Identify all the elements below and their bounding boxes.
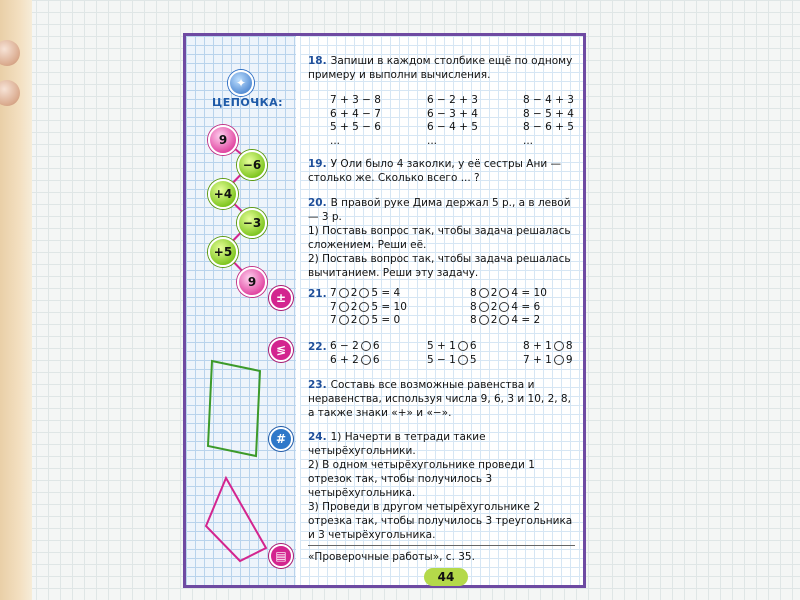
example: 8 − 4 + 3 (523, 94, 574, 106)
decorative-ribbon (0, 0, 32, 600)
task-19 (308, 157, 575, 185)
task-22-comparisons (330, 340, 590, 370)
task-question: 1) Поставь вопрос так, чтобы задача решалась сложением. Реши её. (308, 225, 571, 251)
example: 6 + 4 − 7 (330, 107, 381, 120)
task-number: 18. (308, 55, 327, 67)
task-18 (308, 54, 575, 82)
task-24 (308, 430, 575, 542)
example: 6 − 3 + 4 (427, 107, 478, 120)
equation: 7 2 5 = 0 (330, 314, 401, 326)
page-margin (186, 36, 296, 585)
example: ... (330, 134, 341, 147)
compare-icon: ≶ (269, 338, 293, 362)
bead (0, 40, 20, 66)
chain-icon: ✦ (228, 70, 254, 96)
comparison: 5 + 1 6 (427, 340, 477, 352)
equation: 7 2 5 = 4 (330, 287, 401, 299)
example: ... (523, 134, 534, 147)
task-number: 20. (308, 197, 327, 209)
task-number: 19. (308, 158, 327, 170)
task-text: Запиши в каждом столбике ещё по одному примеру и выполни вычисления. (308, 55, 573, 81)
chain-ball: +5 (208, 237, 238, 267)
comparison: 5 − 1 5 (427, 353, 477, 366)
page-number: 44 (424, 568, 468, 586)
footnote: «Проверочные работы», с. 35. (308, 545, 575, 563)
task-question: 2) Поставь вопрос так, чтобы задача решалась вычитанием. Реши эту задачу. (308, 253, 571, 279)
book-icon: ▤ (269, 544, 293, 568)
quadrilateral-shape-2 (206, 478, 266, 561)
comparison: 6 + 2 6 (330, 353, 380, 366)
example: 6 − 4 + 5 (427, 121, 478, 133)
comparison: 8 + 1 8 (523, 340, 573, 352)
chain-links (186, 36, 296, 591)
task-23 (308, 378, 575, 420)
task-number: 23. (308, 379, 327, 391)
chain-ball: 9 (208, 125, 238, 155)
comparison: 6 − 2 6 (330, 340, 380, 352)
comparison: 7 + 1 9 (523, 353, 573, 366)
task-text: У Оли было 4 заколки, у её сестры Ани — столько же. Сколько всего ... ? (308, 158, 562, 184)
quadrilateral-shape-1 (208, 361, 260, 456)
grid-icon: # (269, 427, 293, 451)
equation: 7 2 5 = 10 (330, 300, 407, 313)
example: 8 − 6 + 5 (523, 121, 574, 133)
example: 7 + 3 − 8 (330, 94, 381, 106)
equation: 8 2 4 = 10 (470, 287, 547, 299)
task-text: 1) Начерти в тетради такие четырёхугольники. (308, 431, 486, 457)
example: ... (427, 134, 438, 147)
example: 6 − 2 + 3 (427, 94, 478, 106)
bead (0, 80, 20, 106)
example: 5 + 5 − 6 (330, 121, 381, 133)
task-part: 3) Проведи в другом четырёхугольнике 2 отрезка так, чтобы получилось 3 треугольника и 3 четырёхугольника. (308, 501, 573, 541)
chain-ball: −6 (237, 150, 267, 180)
task-20 (308, 196, 575, 280)
task-text: В правой руке Дима держал 5 р., а в левой — 3 р. (308, 197, 571, 223)
equation: 8 2 4 = 6 (470, 300, 541, 313)
chain-ball: −3 (237, 208, 267, 238)
task-text: Составь все возможные равенства и неравенства, используя числа 9, 6, 3 и 10, 2, 8, а также знаки «+» и «−». (308, 379, 571, 419)
task-21-equations (330, 287, 590, 331)
task-number: 22. (308, 341, 327, 353)
textbook-page (183, 33, 586, 588)
task-18-examples (330, 94, 610, 150)
page-content (300, 36, 583, 585)
example: 8 − 5 + 4 (523, 107, 574, 120)
chain-ball: +4 (208, 179, 238, 209)
task-part: 2) В одном четырёхугольнике проведи 1 отрезок так, чтобы получилось 3 четырёхугольника. (308, 459, 535, 499)
task-number: 21. (308, 288, 327, 300)
equation: 8 2 4 = 2 (470, 314, 541, 326)
chain-ball: 9 (237, 267, 267, 297)
task-number: 24. (308, 431, 327, 443)
plus-minus-icon: ± (269, 286, 293, 310)
chain-title: ЦЕПОЧКА: (212, 96, 284, 109)
